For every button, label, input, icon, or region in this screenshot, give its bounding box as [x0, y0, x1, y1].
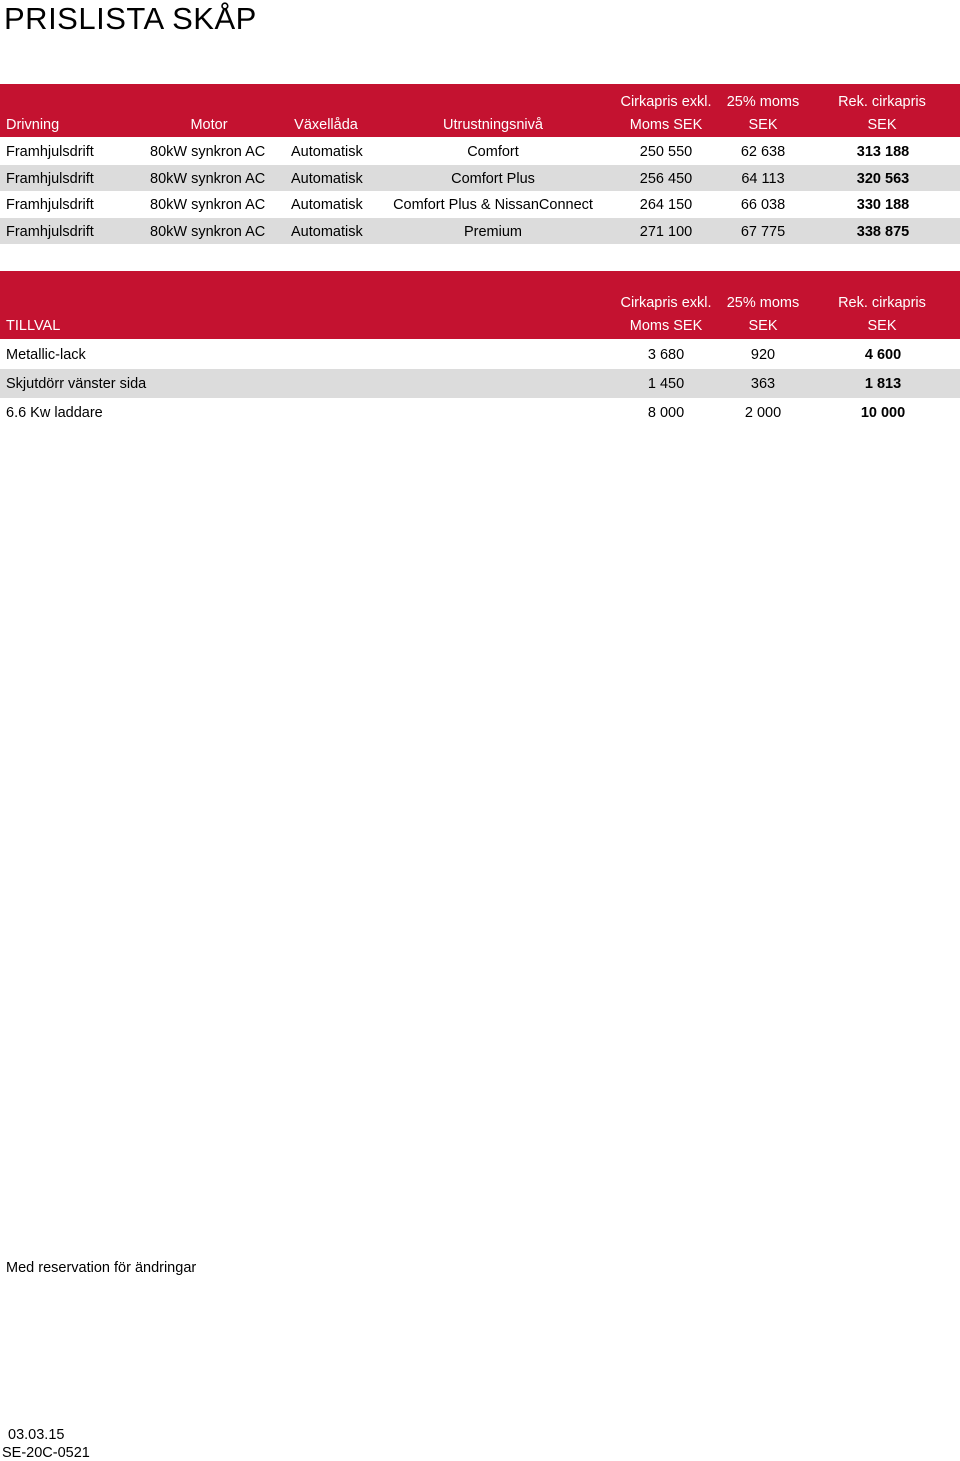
option-name: Skjutdörr vänster sida: [6, 376, 147, 392]
cell-utrustning: Comfort Plus & NissanConnect: [393, 197, 593, 213]
cell-moms: 67 775: [740, 224, 786, 240]
cell-utrustning: Comfort Plus: [451, 171, 535, 187]
cell-pris: 256 450: [639, 171, 693, 187]
list-item: [0, 398, 960, 427]
cell-motor: 80kW synkron AC: [150, 224, 266, 240]
header-pris-line1: Cirkapris exkl.: [620, 295, 712, 311]
cell-drivning: Framhjulsdrift: [6, 144, 94, 160]
option-rek: 10 000: [860, 405, 906, 421]
cell-pris: 264 150: [639, 197, 693, 213]
list-item: [0, 369, 960, 398]
cell-pris: 250 550: [639, 144, 693, 160]
cell-motor: 80kW synkron AC: [150, 144, 266, 160]
cell-moms: 64 113: [741, 171, 785, 187]
header-moms-line2: SEK: [748, 318, 778, 334]
header-pris-line2: Moms SEK: [629, 117, 703, 133]
reservation-note: Med reservation för ändringar: [6, 1260, 197, 1276]
option-moms: 363: [750, 376, 776, 392]
option-pris: 1 450: [647, 376, 685, 392]
header-drivning: Drivning: [6, 117, 60, 133]
page-title: PRISLISTA SKÅP: [4, 1, 257, 36]
option-moms: 920: [750, 347, 776, 363]
cell-motor: 80kW synkron AC: [150, 171, 266, 187]
option-rek: 1 813: [864, 376, 902, 392]
cell-vaxellada: Automatisk: [291, 197, 363, 213]
option-moms: 2 000: [744, 405, 782, 421]
price-table-header: [0, 84, 960, 137]
header-pris-line1: Cirkapris exkl.: [620, 94, 712, 110]
cell-utrustning: Premium: [463, 224, 523, 240]
header-vaxellada: Växellåda: [294, 117, 358, 133]
cell-rek: 320 563: [856, 171, 910, 187]
option-name: 6.6 Kw laddare: [6, 405, 103, 421]
option-name: Metallic-lack: [6, 347, 86, 363]
header-motor: Motor: [190, 117, 228, 133]
header-utrustning: Utrustningsnivå: [443, 117, 543, 133]
option-pris: 8 000: [647, 405, 685, 421]
table-row: [0, 165, 960, 191]
cell-motor: 80kW synkron AC: [150, 197, 266, 213]
cell-utrustning: Comfort: [467, 144, 519, 160]
cell-drivning: Framhjulsdrift: [6, 197, 94, 213]
cell-vaxellada: Automatisk: [291, 224, 363, 240]
cell-drivning: Framhjulsdrift: [6, 171, 94, 187]
cell-vaxellada: Automatisk: [291, 144, 363, 160]
cell-vaxellada: Automatisk: [291, 171, 363, 187]
header-moms-line2: SEK: [748, 117, 778, 133]
table-row: [0, 139, 960, 165]
cell-moms: 66 038: [740, 197, 786, 213]
cell-moms: 62 638: [740, 144, 786, 160]
options-table-header: [0, 271, 960, 339]
header-pris-line2: Moms SEK: [629, 318, 703, 334]
header-moms-line1: 25% moms: [726, 94, 800, 110]
cell-rek: 313 188: [856, 144, 910, 160]
table-row: [0, 191, 960, 217]
list-item: [0, 340, 960, 369]
footer-date: 03.03.15: [8, 1427, 65, 1443]
cell-rek: 338 875: [856, 224, 910, 240]
header-tillval: TILLVAL: [6, 318, 61, 334]
header-rek-line2: SEK: [867, 117, 897, 133]
cell-pris: 271 100: [639, 224, 693, 240]
header-rek-line1: Rek. cirkapris: [838, 94, 926, 110]
cell-drivning: Framhjulsdrift: [6, 224, 94, 240]
header-rek-line2: SEK: [867, 318, 897, 334]
header-rek-line1: Rek. cirkapris: [838, 295, 926, 311]
option-pris: 3 680: [647, 347, 685, 363]
header-moms-line1: 25% moms: [726, 295, 800, 311]
cell-rek: 330 188: [856, 197, 910, 213]
option-rek: 4 600: [864, 347, 902, 363]
footer-code: SE-20C-0521: [2, 1445, 90, 1461]
table-row: [0, 218, 960, 244]
